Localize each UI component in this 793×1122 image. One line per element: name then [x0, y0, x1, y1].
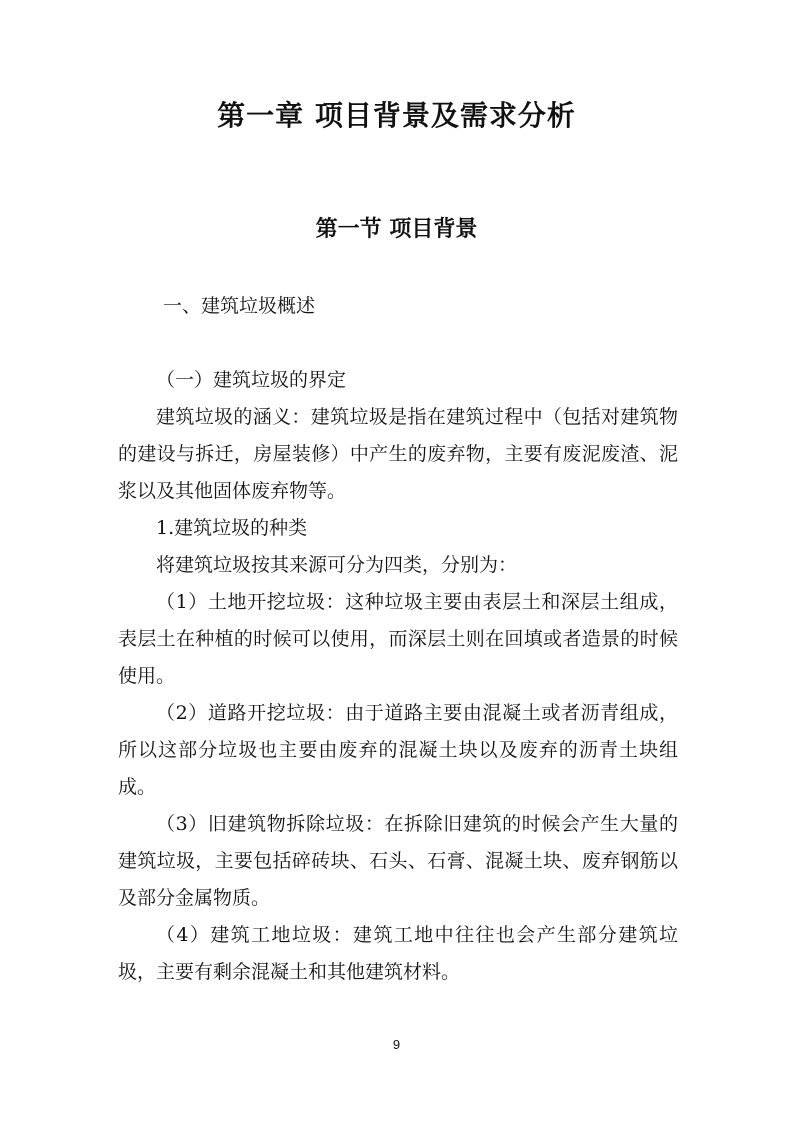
paragraph-type-2: （2）道路开挖垃圾：由于道路主要由混凝土或者沥青组成，所以这部分垃圾也主要由废弃的混凝土块以及废弃的沥青土块组成。: [118, 702, 678, 798]
page-number: 9: [392, 1037, 401, 1052]
paragraph-type-4: （4）建筑工地垃圾：建筑工地中往往也会产生部分建筑垃圾，主要有剩余混凝土和其他建筑材料。: [118, 924, 678, 983]
body-text: [118, 362, 678, 991]
paragraph-types-intro: 将建筑垃圾按其来源可分为四类，分别为：: [156, 554, 518, 576]
paragraph-type-3: （3）旧建筑物拆除垃圾：在拆除旧建筑的时候会产生大量的建筑垃圾，主要包括碎砖块、石头、石膏、混凝土块、废弃钢筋以及部分金属物质。: [118, 813, 678, 909]
paragraph-type-1: （1）土地开挖垃圾：这种垃圾主要由表层土和深层土组成，表层土在种植的时候可以使用，而深层土则在回填或者造景的时候使用。: [118, 591, 678, 687]
section-title: 第一节 项目背景: [315, 217, 478, 242]
heading-construction-waste-overview: 一、建筑垃圾概述: [163, 295, 316, 317]
chapter-title: 第一章 项目背景及需求分析: [217, 99, 576, 132]
paragraph-definition: 建筑垃圾的涵义：建筑垃圾是指在建筑过程中（包括对建筑物的建设与拆迁，房屋装修）中产生的废弃物，主要有废泥废渣、泥浆以及其他固体废弃物等。: [118, 406, 678, 502]
subheading-types: 1.建筑垃圾的种类: [156, 517, 308, 539]
subheading-definition: （一）建筑垃圾的界定: [156, 369, 347, 391]
